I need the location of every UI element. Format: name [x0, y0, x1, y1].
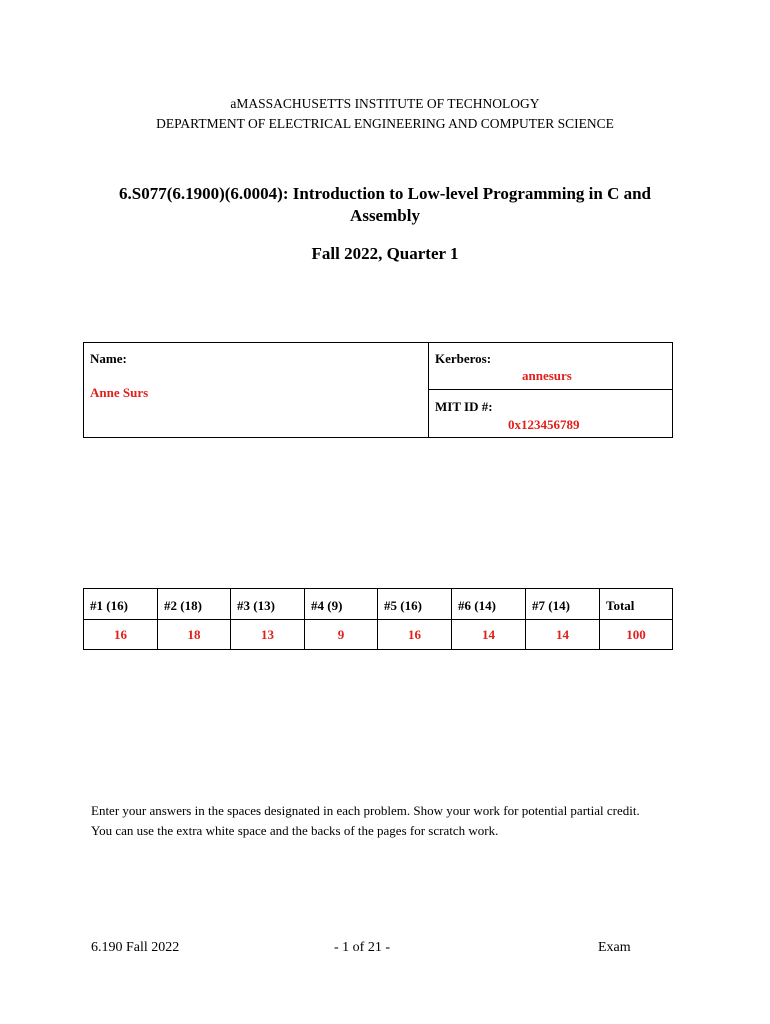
name-value: Anne Surs: [90, 385, 149, 400]
mit-id-value: 0x123456789: [508, 417, 580, 432]
exam-instructions: [91, 801, 711, 841]
footer-page-number: - 1 of 21 -: [334, 940, 390, 955]
score-value-1[interactable]: 16: [114, 627, 127, 642]
score-value-2[interactable]: 18: [187, 627, 201, 642]
student-info-box: [83, 342, 673, 438]
score-header-total: Total: [606, 598, 635, 613]
kerberos-cell[interactable]: [429, 343, 672, 390]
kerberos-value: annesurs: [522, 368, 572, 383]
score-value-5[interactable]: 16: [408, 627, 421, 642]
kerberos-label: Kerberos:: [435, 351, 492, 366]
department-name: DEPARTMENT OF ELECTRICAL ENGINEERING AND COMPUTER SCIENCE: [156, 116, 614, 131]
name-label: Name:: [90, 351, 127, 366]
score-column-2: [158, 589, 231, 649]
score-column-7: [526, 589, 600, 649]
course-title: [0, 183, 770, 227]
footer-exam-label: Exam: [598, 940, 631, 955]
score-value-7[interactable]: 14: [556, 627, 569, 642]
institution-name: aMASSACHUSETTS INSTITUTE OF TECHNOLOGY: [230, 96, 540, 111]
score-column-1: [84, 589, 158, 649]
footer-course: 6.190 Fall 2022: [91, 940, 180, 955]
score-value-6[interactable]: 14: [482, 627, 495, 642]
score-header-6: #6 (14): [458, 598, 496, 613]
score-value-total[interactable]: 100: [626, 627, 646, 642]
score-column-total: [600, 589, 672, 649]
institution-header: [0, 94, 770, 134]
course-title-line1: 6.S077(6.1900)(6.0004): Introduction to Low-level Programming in C and: [118, 184, 652, 203]
score-header-2: #2 (18): [164, 598, 202, 613]
score-header-1: #1 (16): [90, 598, 128, 613]
score-value-3[interactable]: 13: [261, 627, 274, 642]
name-cell[interactable]: [84, 343, 429, 437]
score-value-4[interactable]: 9: [337, 627, 345, 642]
course-title-line2: Assembly: [350, 206, 420, 225]
score-column-6: [452, 589, 526, 649]
score-column-4: [305, 589, 378, 649]
instructions-line2: You can use the extra white space and the backs of the pages for scratch work.: [91, 823, 499, 838]
mit-id-label: MIT ID #:: [435, 399, 493, 414]
score-header-7: #7 (14): [532, 598, 570, 613]
course-term: Fall 2022, Quarter 1: [311, 244, 459, 263]
score-header-3: #3 (13): [237, 598, 275, 613]
mit-id-cell[interactable]: [429, 390, 672, 437]
score-header-5: #5 (16): [384, 598, 422, 613]
score-table: [83, 588, 673, 650]
score-column-3: [231, 589, 305, 649]
instructions-line1: Enter your answers in the spaces designated in each problem. Show your work for potential partial credit.: [91, 803, 640, 818]
score-column-5: [378, 589, 452, 649]
score-header-4: #4 (9): [311, 598, 343, 613]
